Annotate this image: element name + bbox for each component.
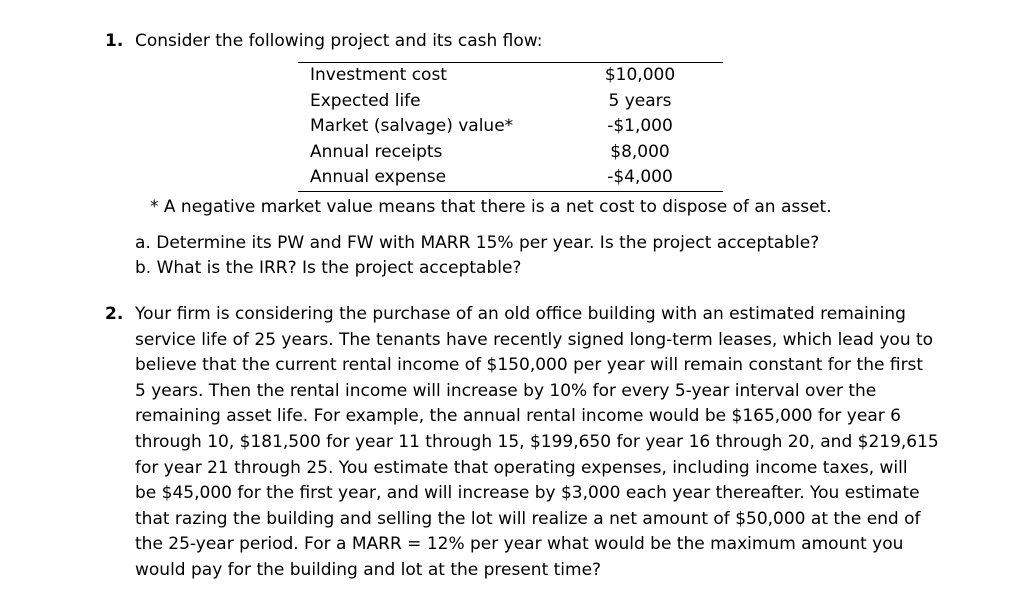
question-1-part-a: a. Determine its PW and FW with MARR 15% per year. Is the project acceptable?	[135, 233, 820, 253]
cash-flow-value: $8,000	[610, 141, 670, 162]
question-1-intro: Consider the following project and its cash flow:	[135, 31, 543, 51]
question-2-line: the 25-year period. For a MARR = 12% per year what would be the maximum amount you	[135, 534, 904, 555]
cash-flow-label: Expected life	[310, 90, 421, 111]
question-2-line: through 10, $181,500 for year 11 through 15, $199,650 for year 16 through 20, and $219,615	[135, 431, 939, 452]
question-2-number: 2.	[105, 304, 124, 324]
question-2-line: remaining asset life. For example, the annual rental income would be $165,000 for year 6	[135, 406, 901, 427]
footnote: * A negative market value means that there is a net cost to dispose of an asset.	[150, 197, 832, 217]
cash-flow-row-expected-life	[298, 89, 723, 115]
cash-flow-row-annual-expense	[298, 165, 723, 191]
cash-flow-value: $10,000	[604, 65, 676, 85]
cash-flow-table	[298, 62, 723, 192]
question-1-number: 1.	[105, 31, 124, 51]
cash-flow-value: -$1,000	[607, 116, 673, 136]
question-2-line: 5 years. Then the rental income will increase by 10% for every 5-year interval over the	[135, 380, 877, 401]
cash-flow-label: Annual receipts	[310, 141, 443, 162]
question-2-line: service life of 25 years. The tenants have recently signed long-term leases, which lead you to	[135, 329, 934, 350]
cash-flow-label: Investment cost	[310, 65, 447, 85]
cash-flow-row-investment-cost	[298, 63, 723, 89]
question-1-part-b: b. What is the IRR? Is the project acceptable?	[135, 258, 522, 278]
question-2-line: that razing the building and selling the lot will realize a net amount of $50,000 at the end of	[135, 508, 921, 529]
cash-flow-row-annual-receipts	[298, 140, 723, 166]
question-2-line: believe that the current rental income of $150,000 per year will remain constant for the first	[135, 355, 924, 376]
cash-flow-row-market-value	[298, 114, 723, 140]
question-2-text	[135, 302, 939, 584]
cash-flow-label: Annual expense	[310, 167, 447, 187]
question-2-line: for year 21 through 25. You estimate that operating expenses, including income taxes, will	[135, 457, 908, 478]
cash-flow-label: Market (salvage) value*	[310, 116, 514, 136]
question-2-line: Your firm is considering the purchase of an old office building with an estimated remaining	[135, 304, 906, 324]
cash-flow-value: -$4,000	[607, 167, 673, 187]
question-2-line: be $45,000 for the first year, and will increase by $3,000 each year thereafter. You estimate	[135, 483, 920, 504]
cash-flow-value: 5 years	[608, 90, 672, 111]
question-2-line: would pay for the building and lot at the present time?	[135, 559, 602, 580]
